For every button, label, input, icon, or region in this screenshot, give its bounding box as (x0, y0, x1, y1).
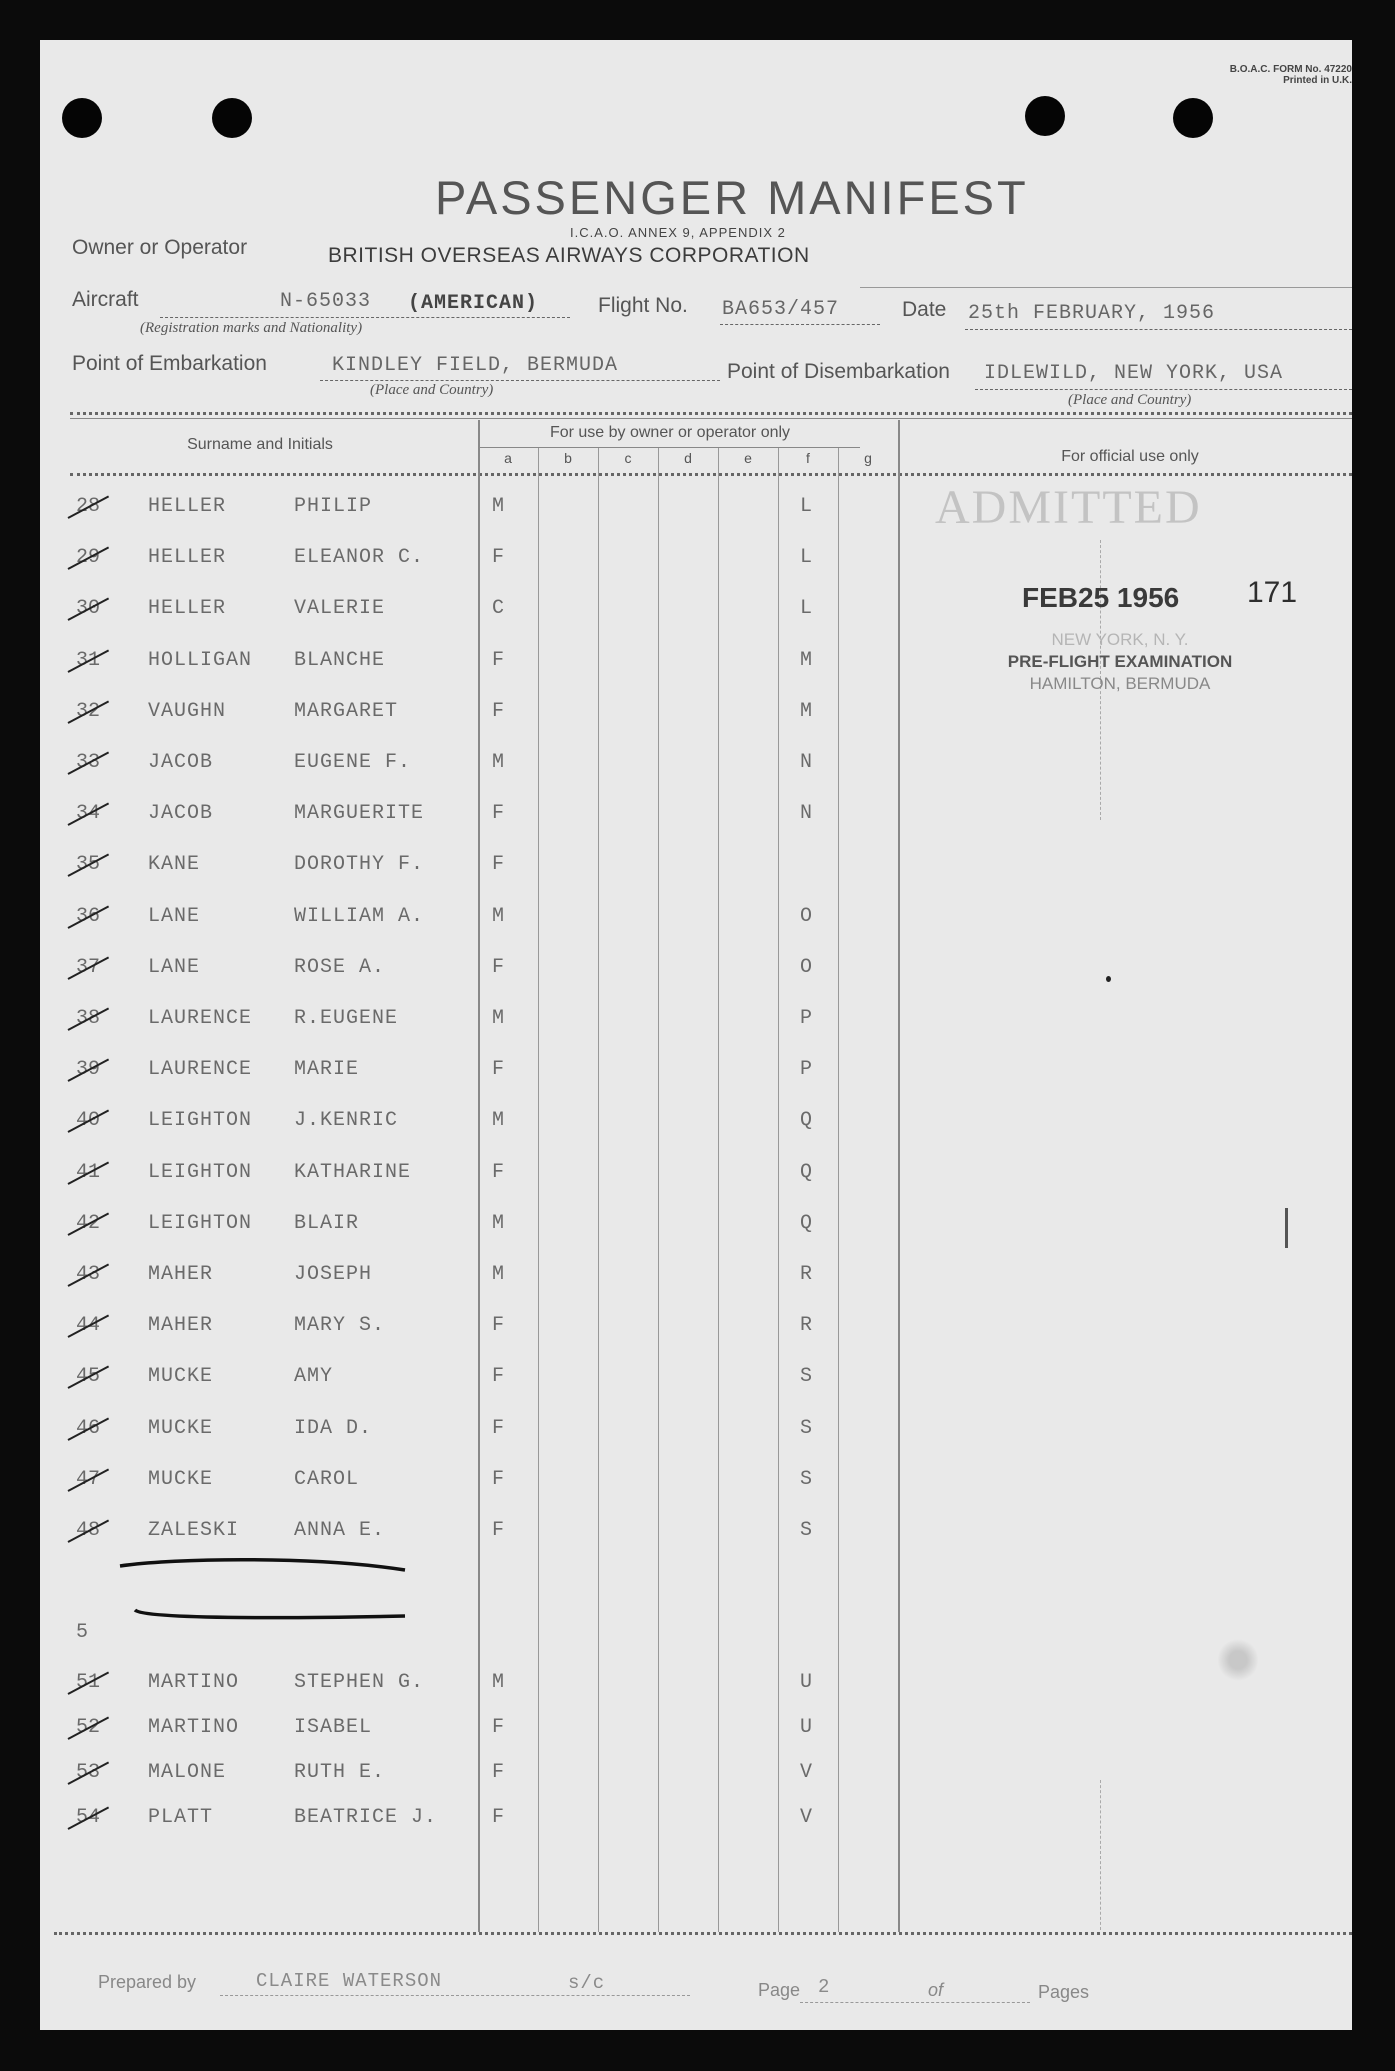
passenger-number: 48 (76, 1519, 101, 1542)
prepared-by-suffix: s/c (568, 1972, 606, 1994)
passenger-group: S (800, 1365, 814, 1389)
passenger-category: F (492, 1314, 506, 1338)
passenger-group: R (800, 1263, 814, 1286)
surname-header: Surname and Initials (187, 436, 333, 453)
passenger-surname: MALONE (148, 1761, 227, 1785)
passenger-surname: LEIGHTON (148, 1160, 253, 1184)
passenger-category: F (492, 546, 506, 570)
passenger-given-names: RUTH E. (294, 1761, 386, 1785)
passenger-given-names: MARGARET (294, 699, 399, 723)
passenger-category: M (492, 904, 506, 928)
stamp-line: PRE-FLIGHT EXAMINATION (1007, 652, 1233, 671)
passenger-surname: MARTINO (148, 1716, 240, 1740)
passenger-group: S (800, 1416, 814, 1440)
passenger-group: S (800, 1519, 814, 1542)
passenger-given-names: JOSEPH (294, 1263, 373, 1286)
subcolumn-header: f (806, 450, 810, 466)
of-label: of (928, 1980, 944, 2000)
passenger-group: P (800, 1058, 814, 1082)
embark-label: Point of Embarkation (72, 352, 267, 375)
passenger-surname: LANE (148, 904, 201, 928)
stamp-number: 171 (1247, 576, 1298, 609)
passenger-group: L (800, 546, 814, 570)
passenger-category: F (492, 1716, 506, 1740)
passenger-category: F (492, 1806, 506, 1830)
passenger-category: M (492, 1263, 506, 1286)
passenger-surname: LEIGHTON (148, 1109, 253, 1133)
passenger-number: 37 (76, 955, 101, 979)
passenger-group: V (800, 1761, 814, 1785)
passenger-given-names: IDA D. (294, 1416, 373, 1440)
disembark-underline (975, 389, 1352, 390)
passenger-given-names: ANNA E. (294, 1519, 386, 1542)
aircraft-nationality: (AMERICAN) (408, 292, 539, 315)
form-number: B.O.A.C. FORM No. 47220 Printed in U.K. (1229, 64, 1352, 86)
flight-underline (720, 324, 880, 325)
passenger-category: F (492, 1519, 506, 1542)
passenger-group: Q (800, 1160, 814, 1184)
subcolumn-header: b (564, 450, 572, 466)
passenger-number: 36 (76, 904, 101, 928)
passenger-surname: HOLLIGAN (148, 648, 253, 672)
ink-dot (1285, 1208, 1288, 1248)
date-label: Date (902, 298, 947, 321)
passenger-surname: HELLER (148, 495, 227, 518)
passenger-number: 40 (76, 1109, 101, 1133)
passenger-number: 43 (76, 1263, 101, 1286)
subcolumn-header: d (684, 450, 692, 466)
passenger-surname: KANE (148, 853, 201, 877)
owner-value: BRITISH OVERSEAS AIRWAYS CORPORATION (328, 244, 810, 267)
passenger-group: V (800, 1806, 814, 1830)
subcolumn-divider (778, 448, 779, 1932)
subcolumn-divider (658, 448, 659, 1932)
passenger-number: 42 (76, 1211, 101, 1235)
passenger-number: 28 (76, 495, 101, 518)
passenger-group: Q (800, 1211, 814, 1235)
passenger-number: 54 (76, 1806, 101, 1830)
subcolumn-header: g (864, 450, 872, 466)
passenger-given-names: PHILIP (294, 495, 373, 518)
flight-value: BA653/457 (722, 298, 840, 321)
page-underline (800, 2002, 1030, 2003)
passenger-surname: JACOB (148, 751, 214, 774)
passenger-given-names: ELEANOR C. (294, 546, 425, 570)
passenger-given-names: VALERIE (294, 597, 386, 621)
passenger-number: 44 (76, 1314, 101, 1338)
passenger-group: L (800, 597, 814, 621)
passenger-surname: MAHER (148, 1314, 214, 1338)
passenger-category: F (492, 1416, 506, 1440)
passenger-category: M (492, 1671, 506, 1695)
passenger-given-names: BLAIR (294, 1211, 360, 1235)
page-value: 2 (818, 1976, 831, 1998)
passenger-given-names: ROSE A. (294, 955, 386, 979)
disembark-label: Point of Disembarkation (727, 360, 950, 383)
passenger-surname: LAURENCE (148, 1007, 253, 1030)
disembark-value: IDLEWILD, NEW YORK, USA (984, 362, 1284, 385)
subcolumn-header: a (504, 450, 512, 466)
manifest-sheet (40, 40, 1352, 2030)
stamp-line: NEW YORK, N. Y. (1051, 630, 1189, 649)
passenger-number: 51 (76, 1671, 101, 1695)
table-bottom-border (54, 1932, 1352, 1935)
passenger-number: 47 (76, 1467, 101, 1491)
passenger-given-names: R.EUGENE (294, 1007, 399, 1030)
passenger-number: 35 (76, 853, 101, 877)
passenger-given-names: AMY (294, 1365, 334, 1389)
punch-hole (212, 98, 252, 138)
passenger-given-names: KATHARINE (294, 1160, 412, 1184)
document-subtitle: I.C.A.O. ANNEX 9, APPENDIX 2 (570, 225, 786, 240)
passenger-number: 46 (76, 1416, 101, 1440)
pages-label: Pages (1038, 1982, 1090, 2002)
subcolumn-divider (598, 448, 599, 1932)
aircraft-label: Aircraft (72, 288, 139, 311)
date-underline (965, 329, 1352, 330)
stamp-line: HAMILTON, BERMUDA (1029, 674, 1211, 693)
owner-use-header: For use by owner or operator only (549, 424, 791, 441)
cancel-mark (115, 1548, 415, 1628)
passenger-surname: LAURENCE (148, 1058, 253, 1082)
passenger-category: M (492, 1007, 506, 1030)
subcolumn-header: c (624, 450, 632, 466)
passenger-group: P (800, 1007, 814, 1030)
passenger-number: 5 (76, 1621, 89, 1645)
disembark-note: (Place and Country) (1068, 392, 1192, 408)
passenger-given-names: J.KENRIC (294, 1109, 399, 1133)
subcolumn-divider (538, 448, 539, 1932)
passenger-category: M (492, 751, 506, 774)
passenger-group: O (800, 955, 814, 979)
passenger-category: F (492, 853, 506, 877)
passenger-surname: LANE (148, 955, 201, 979)
passenger-given-names: MARGUERITE (294, 802, 425, 826)
embark-value: KINDLEY FIELD, BERMUDA (332, 354, 619, 377)
passenger-surname: MAHER (148, 1263, 214, 1286)
subcolumn-divider (718, 448, 719, 1932)
passenger-group: O (800, 904, 814, 928)
passenger-category: F (492, 802, 506, 826)
passenger-group: R (800, 1314, 814, 1338)
passenger-number: 31 (76, 648, 101, 672)
passenger-category: C (492, 597, 506, 621)
passenger-given-names: STEPHEN G. (294, 1671, 425, 1695)
aircraft-value: N-65033 (280, 290, 372, 313)
passenger-surname: MARTINO (148, 1671, 240, 1695)
passenger-number: 53 (76, 1761, 101, 1785)
column-divider (898, 420, 900, 1932)
subcolumn-header: e (744, 450, 752, 466)
passenger-category: F (492, 1365, 506, 1389)
ink-dot (1106, 976, 1111, 982)
passenger-given-names: MARIE (294, 1058, 360, 1082)
passenger-given-names: MARY S. (294, 1314, 386, 1338)
passenger-given-names: BEATRICE J. (294, 1806, 438, 1830)
passenger-group: N (800, 751, 814, 774)
admitted-stamp: ADMITTED (935, 481, 1202, 534)
passenger-group: M (800, 699, 814, 723)
passenger-category: F (492, 1467, 506, 1491)
embark-underline (320, 380, 720, 381)
passenger-group: Q (800, 1109, 814, 1133)
passenger-group: U (800, 1716, 814, 1740)
passenger-number: 45 (76, 1365, 101, 1389)
passenger-group: M (800, 648, 814, 672)
passenger-category: F (492, 699, 506, 723)
passenger-group: L (800, 495, 814, 518)
passenger-category: M (492, 1211, 506, 1235)
passenger-surname: MUCKE (148, 1365, 214, 1389)
column-divider (1100, 1780, 1101, 1930)
date-value: 25th FEBRUARY, 1956 (968, 302, 1216, 325)
passenger-surname: VAUGHN (148, 699, 227, 723)
passenger-category: F (492, 1761, 506, 1785)
passenger-group: N (800, 802, 814, 826)
punch-hole (1025, 96, 1065, 136)
punch-hole (62, 98, 102, 138)
passenger-surname: ZALESKI (148, 1519, 240, 1542)
passenger-number: 33 (76, 751, 101, 774)
passenger-group: U (800, 1671, 814, 1695)
divider (860, 287, 1352, 288)
passenger-group: S (800, 1467, 814, 1491)
owner-header-rule (480, 447, 860, 448)
passenger-number: 29 (76, 546, 101, 570)
prepared-by-label: Prepared by (98, 1972, 197, 1992)
passenger-given-names: DOROTHY F. (294, 853, 425, 877)
stamp-date: FEB25 1956 (1022, 582, 1180, 613)
passenger-category: F (492, 648, 506, 672)
passenger-surname: LEIGHTON (148, 1211, 253, 1235)
document-title: PASSENGER MANIFEST (435, 171, 1029, 224)
passenger-given-names: BLANCHE (294, 648, 386, 672)
passenger-category: F (492, 1058, 506, 1082)
owner-label: Owner or Operator (72, 236, 248, 259)
header-bottom-rule (70, 473, 1352, 476)
prepared-underline (220, 1995, 690, 1996)
passenger-number: 34 (76, 802, 101, 826)
passenger-surname: MUCKE (148, 1416, 214, 1440)
official-use-header: For official use only (1061, 448, 1199, 465)
page-label: Page (758, 1980, 801, 2000)
passenger-number: 32 (76, 699, 101, 723)
passenger-category: M (492, 1109, 506, 1133)
embark-note: (Place and Country) (370, 382, 494, 398)
passenger-category: F (492, 1160, 506, 1184)
passenger-surname: HELLER (148, 597, 227, 621)
passenger-given-names: WILLIAM A. (294, 904, 425, 928)
passenger-category: M (492, 495, 506, 518)
passenger-number: 30 (76, 597, 101, 621)
passenger-surname: HELLER (148, 546, 227, 570)
aircraft-note: (Registration marks and Nationality) (140, 320, 363, 336)
passenger-surname: PLATT (148, 1806, 214, 1830)
passenger-category: F (492, 955, 506, 979)
passenger-surname: JACOB (148, 802, 214, 826)
flight-label: Flight No. (598, 294, 688, 317)
prepared-by-value: CLAIRE WATERSON (256, 1970, 443, 1992)
aircraft-underline (160, 317, 570, 318)
stamp-smudge (1218, 1638, 1258, 1682)
passenger-number: 41 (76, 1160, 101, 1184)
punch-hole (1173, 98, 1213, 138)
passenger-given-names: ISABEL (294, 1716, 373, 1740)
table-top-rule (70, 418, 1352, 419)
table-top-border (70, 412, 1352, 415)
passenger-number: 39 (76, 1058, 101, 1082)
passenger-surname: MUCKE (148, 1467, 214, 1491)
passenger-given-names: CAROL (294, 1467, 360, 1491)
passenger-number: 52 (76, 1716, 101, 1740)
subcolumn-divider (838, 448, 839, 1932)
column-divider (478, 420, 480, 1932)
passenger-given-names: EUGENE F. (294, 751, 412, 774)
passenger-number: 38 (76, 1007, 101, 1030)
